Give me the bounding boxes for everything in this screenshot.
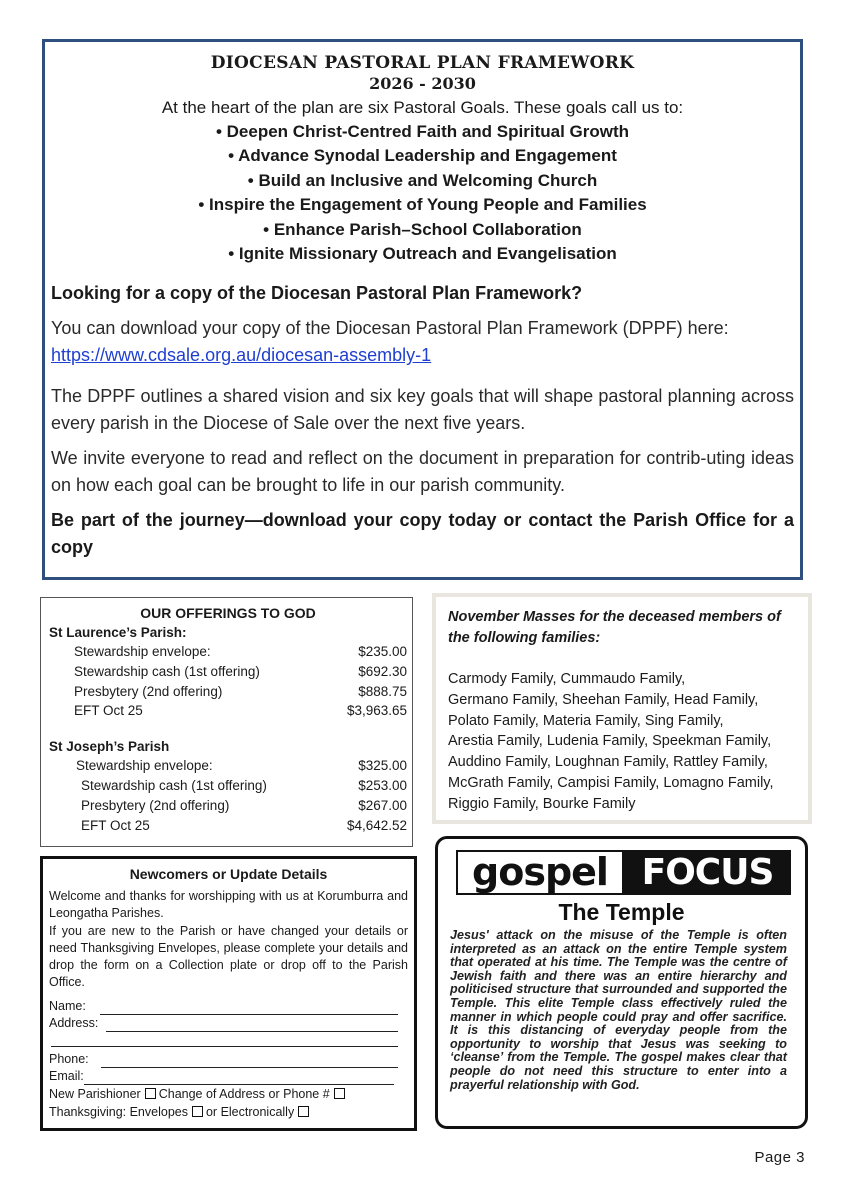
- framework-years: 2026 - 2030: [369, 74, 476, 93]
- offering-amount: $4,642.52: [346, 817, 407, 833]
- framework-intro: At the heart of the plan are six Pastoral Goals. These goals call us to:: [161, 98, 684, 117]
- goal-item: • Inspire the Engagement of Young People and Families: [198, 195, 647, 215]
- goals-list: [51, 120, 794, 266]
- dppf-description: The DPPF outlines a shared vision and six key goals that will shape pastoral planning across every parish in the Diocese of Sale over the next five years.: [51, 386, 794, 434]
- offering-label: Presbytery (2nd offering): [74, 683, 223, 699]
- offering-amount: $267.00: [358, 797, 407, 813]
- name-line[interactable]: [100, 1003, 398, 1015]
- banner-gospel: gospel: [456, 850, 624, 895]
- thanksgiving-label: Thanksgiving: Envelopes: [49, 1104, 188, 1119]
- email-field: [49, 1068, 408, 1085]
- electronically-checkbox[interactable]: [298, 1106, 309, 1117]
- offerings-box: [40, 597, 413, 847]
- gospel-focus-banner: [456, 850, 791, 895]
- offering-row: [49, 662, 407, 682]
- spacer: [49, 721, 407, 737]
- november-masses-box: [432, 593, 812, 824]
- offering-label: Stewardship cash (1st offering): [74, 663, 260, 679]
- families-list: Carmody Family, Cummaudo Family, Germano Family, Sheehan Family, Head Family, Polato Family, Materia Family, Sing Family, Arestia Family, Ludenia Family, Speekman Family, Auddino Family, Loughnan Family, Rattley Family, McGrath Family, Campisi Family, Lomagno Family, Riggio Family, Bourke Family: [448, 671, 774, 812]
- invite-paragraph: We invite everyone to read and reflect on the document in preparation for contrib-uting ideas on how each goal can be brought to life in our parish community.: [51, 448, 794, 496]
- phone-field: [49, 1051, 408, 1068]
- change-address-checkbox[interactable]: [334, 1088, 345, 1099]
- phone-label: Phone:: [49, 1051, 89, 1066]
- offering-amount: $3,963.65: [346, 703, 407, 719]
- download-paragraph: [51, 315, 794, 369]
- download-text: You can download your copy of the Diocesan Pastoral Plan Framework (DPPF) here:: [51, 318, 729, 339]
- offering-row: [49, 701, 407, 721]
- offering-amount: $235.00: [358, 644, 407, 659]
- new-parishioner-checkbox[interactable]: [145, 1088, 156, 1099]
- instructions-text: If you are new to the Parish or have changed your details or need Thanksgiving Envelopes, please complete your details and drop the form on a Collection plate or drop off to the Parish Office.: [49, 923, 408, 990]
- offering-row: [49, 796, 407, 816]
- address-field: [49, 1015, 408, 1032]
- banner-focus: FOCUS: [624, 850, 791, 895]
- envelopes-checkbox[interactable]: [192, 1106, 203, 1117]
- call-to-action: Be part of the journey—download your copy today or contact the Parish Office for a copy: [51, 510, 794, 558]
- framework-question: Looking for a copy of the Diocesan Pastoral Plan Framework?: [51, 283, 583, 304]
- offering-row: [49, 816, 407, 836]
- pastoral-plan-box: [42, 39, 803, 580]
- new-parishioner-label: New Parishioner: [49, 1086, 141, 1101]
- offering-amount: $692.30: [358, 663, 407, 679]
- dppf-download-link[interactable]: https://www.cdsale.org.au/diocesan-assembly-1: [51, 345, 432, 366]
- offering-amount: $325.00: [358, 758, 407, 774]
- framework-title: DIOCESAN PASTORAL PLAN FRAMEWORK: [210, 53, 635, 73]
- name-field: [49, 998, 408, 1015]
- name-label: Name:: [49, 998, 86, 1013]
- masses-heading: November Masses for the deceased members of the following families:: [448, 609, 781, 646]
- offering-label: EFT Oct 25: [74, 703, 143, 719]
- offering-amount: $888.75: [358, 683, 407, 699]
- offering-label: Presbytery (2nd offering): [81, 797, 230, 813]
- address-line[interactable]: [106, 1020, 398, 1032]
- goal-item: • Enhance Parish–School Collaboration: [263, 219, 582, 239]
- offering-label: Stewardship cash (1st offering): [81, 777, 267, 793]
- page-number: Page 3: [754, 1149, 805, 1166]
- offering-label: Stewardship envelope:: [74, 644, 211, 659]
- offering-row: [49, 756, 407, 776]
- goal-item: • Advance Synodal Leadership and Engagement: [228, 146, 617, 166]
- electronically-label: or Electronically: [205, 1104, 295, 1119]
- email-label: Email:: [49, 1068, 84, 1083]
- offering-label: EFT Oct 25: [81, 817, 150, 833]
- newcomers-form-box: [40, 856, 417, 1131]
- offering-amount: $253.00: [358, 777, 407, 793]
- thanksgiving-options: [49, 1103, 408, 1121]
- offering-label: Stewardship envelope:: [76, 758, 213, 774]
- parish-name: St Laurence’s Parish:: [49, 625, 187, 640]
- welcome-text: Welcome and thanks for worshipping with us at Korumburra and Leongatha Parishes.: [49, 889, 408, 921]
- goal-item: • Build an Inclusive and Welcoming Church: [247, 170, 598, 190]
- gospel-title: The Temple: [558, 899, 685, 925]
- offering-row: [49, 776, 407, 796]
- goal-item: • Deepen Christ-Centred Faith and Spiritual Growth: [215, 122, 630, 141]
- email-line[interactable]: [84, 1073, 394, 1085]
- address-label: Address:: [49, 1015, 99, 1030]
- gospel-reflection: Jesus' attack on the misuse of the Temple is often interpreted as an attack on the entire Temple system that operated at his time. The Temple was the centre of Jewish faith and there was an entire hierarchy and politicised structure that surrounded and supported the Temple. This elite Temple class effectively ruled the manner in which people could pray and offer sacrifice. It is this distancing of everyday people from the opportunity to worship that Jesus was seeking to ‘cleanse’ from the Temple. The gospel makes clear that people do not need this structure to enter into a prayerful relationship with God.: [450, 928, 787, 1092]
- offerings-title: OUR OFFERINGS TO GOD: [140, 605, 316, 621]
- change-address-label: Change of Address or Phone #: [158, 1086, 330, 1101]
- offering-row: [49, 642, 407, 662]
- parishioner-options: [49, 1085, 408, 1103]
- phone-line[interactable]: [101, 1056, 398, 1068]
- goal-item: • Ignite Missionary Outreach and Evangelisation: [228, 244, 617, 264]
- newcomers-title: Newcomers or Update Details: [129, 866, 328, 882]
- offering-row: [49, 682, 407, 702]
- parish-name: St Joseph’s Parish: [49, 739, 170, 755]
- gospel-focus-box: [435, 836, 808, 1129]
- address-line-2[interactable]: [51, 1035, 398, 1047]
